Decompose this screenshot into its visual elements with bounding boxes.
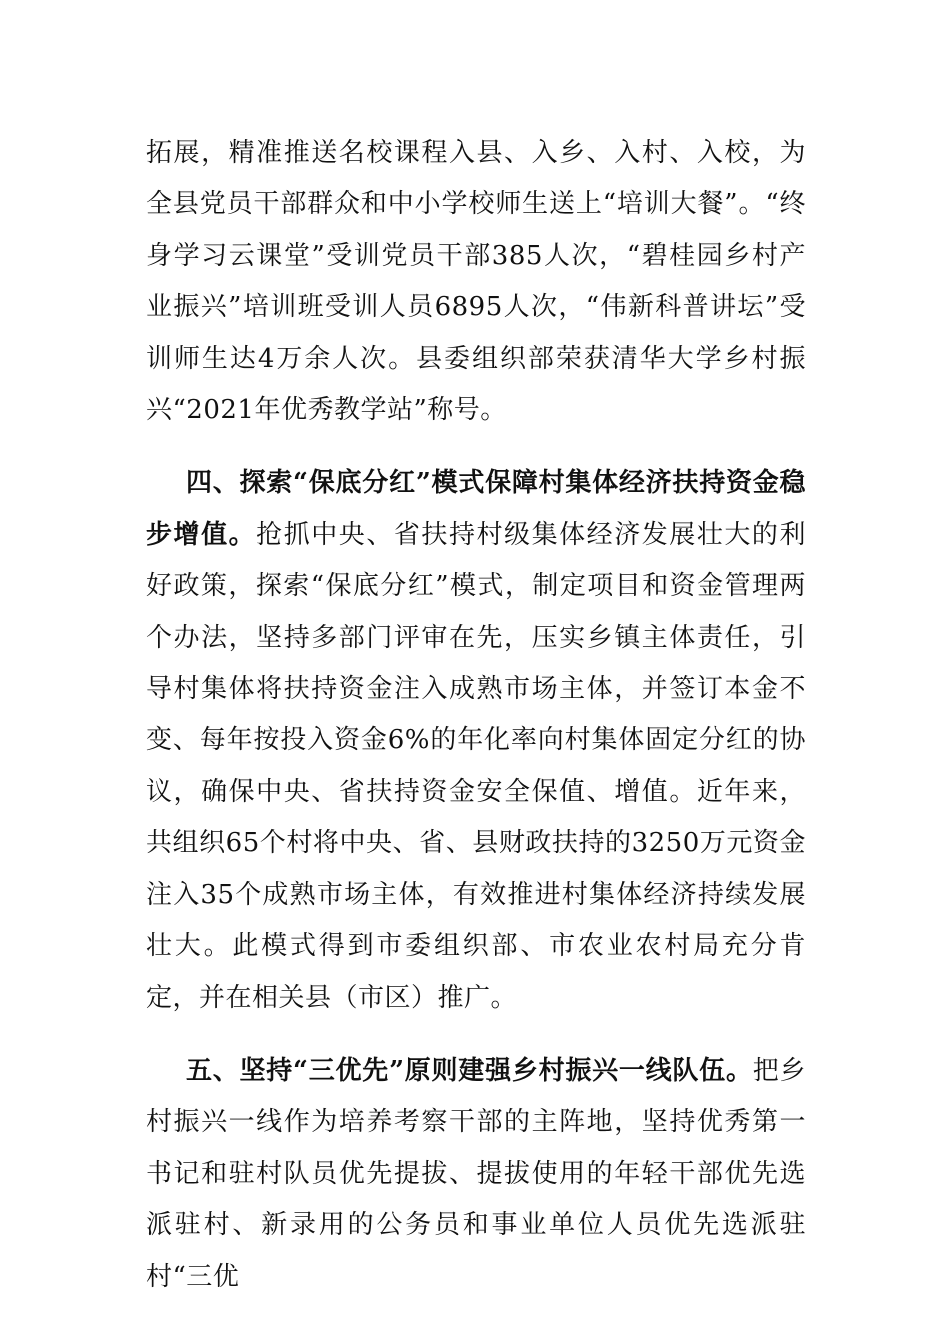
paragraph-three-priorities [146,1046,806,1303]
paragraph-dividend-model [146,458,806,1023]
paragraph-training-text: 拓展，精准推送名校课程入县、入乡、入村、入校，为全县党员干部群众和中小学校师生送上“培训大餐”。“终身学习云课堂”受训党员干部385人次，“碧桂园乡村产业振兴”培训班受训人员6895人次，“伟新科普讲坛”受训师生达4万余人次。县委组织部荣获清华大学乡村振兴“2021年优秀教学站”称号。 [146,138,806,426]
section-heading-five: 五、坚持“三优先”原则建强乡村振兴一线队伍。 [186,1055,753,1086]
paragraph-training [146,128,806,436]
paragraph-dividend-model-body: 抢抓中央、省扶持村级集体经济发展壮大的利好政策，探索“保底分红”模式，制定项目和资金管理两个办法，坚持多部门评审在先，压实乡镇主体责任，引导村集体将扶持资金注入成熟市场主体，并签订本金不变、每年按投入资金6%的年化率向村集体固定分红的协议，确保中央、省扶持资金安全保值、增值。近年来，共组织65个村将中央、省、县财政扶持的3250万元资金注入35个成熟市场主体，有效推进村集体经济持续发展壮大。此模式得到市委组织部、市农业农村局充分肯定，并在相关县（市区）推广。 [146,519,806,1013]
section-heading-four: 四、探索“保底分红”模式保障村集体经济扶持资金稳步增值。 [146,468,806,550]
paragraph-three-priorities-body: 把乡村振兴一线作为培养考察干部的主阵地，坚持优秀第一书记和驻村队员优先提拔、提拔使用的年轻干部优先选派驻村、新录用的公务员和事业单位人员优先选派驻村“三优 [146,1055,806,1292]
document-page [146,128,806,1303]
